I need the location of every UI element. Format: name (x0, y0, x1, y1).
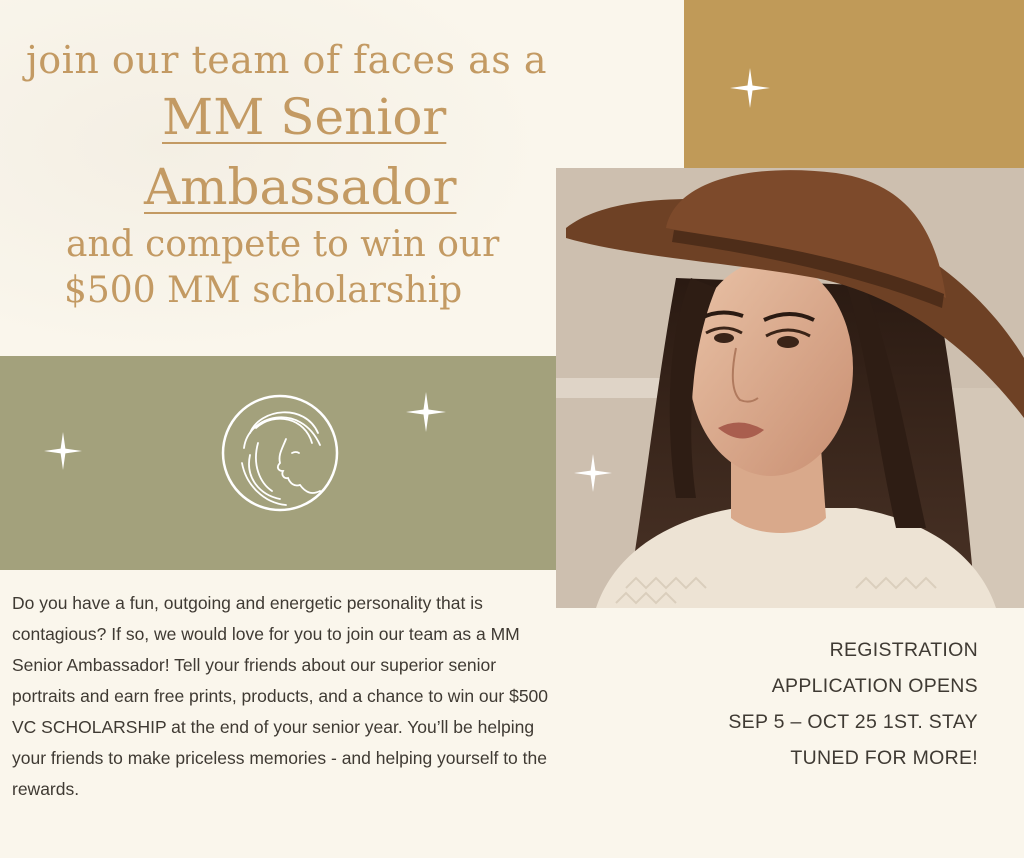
headline-title-line-1: MM Senior (162, 88, 447, 146)
headline-title-line-2: Ambassador (144, 158, 457, 216)
woman-profile-logo-icon (220, 393, 340, 513)
headline (0, 0, 600, 340)
registration-line: REGISTRATION (829, 639, 978, 661)
sparkle-icon (406, 392, 446, 432)
portrait-photo (556, 168, 1024, 608)
headline-intro: join our team of faces as a (26, 38, 547, 82)
headline-compete: and compete to win our (66, 224, 500, 265)
registration-line: SEP 5 – OCT 25 1ST. STAY (728, 711, 978, 733)
sparkle-icon (44, 432, 82, 470)
registration-line: APPLICATION OPENS (771, 675, 978, 697)
sparkle-icon (574, 454, 612, 492)
headline-scholarship: $500 MM scholarship (64, 270, 463, 311)
portrait-illustration (556, 168, 1024, 608)
description-paragraph: Do you have a fun, outgoing and energetic personality that is contagious? If so, we would love for you to join our team as a MM Senior Ambassador! Tell your friends about our superior senior portraits and earn free prints, products, and a chance to win our $500 VC SCHOLARSHIP at the end of your senior year. You’ll be helping your friends to make priceless memories - and helping yourself to the rewards. (12, 593, 549, 799)
sparkle-icon (730, 68, 770, 108)
registration-info (660, 632, 978, 776)
registration-line: TUNED FOR MORE! (790, 747, 978, 769)
